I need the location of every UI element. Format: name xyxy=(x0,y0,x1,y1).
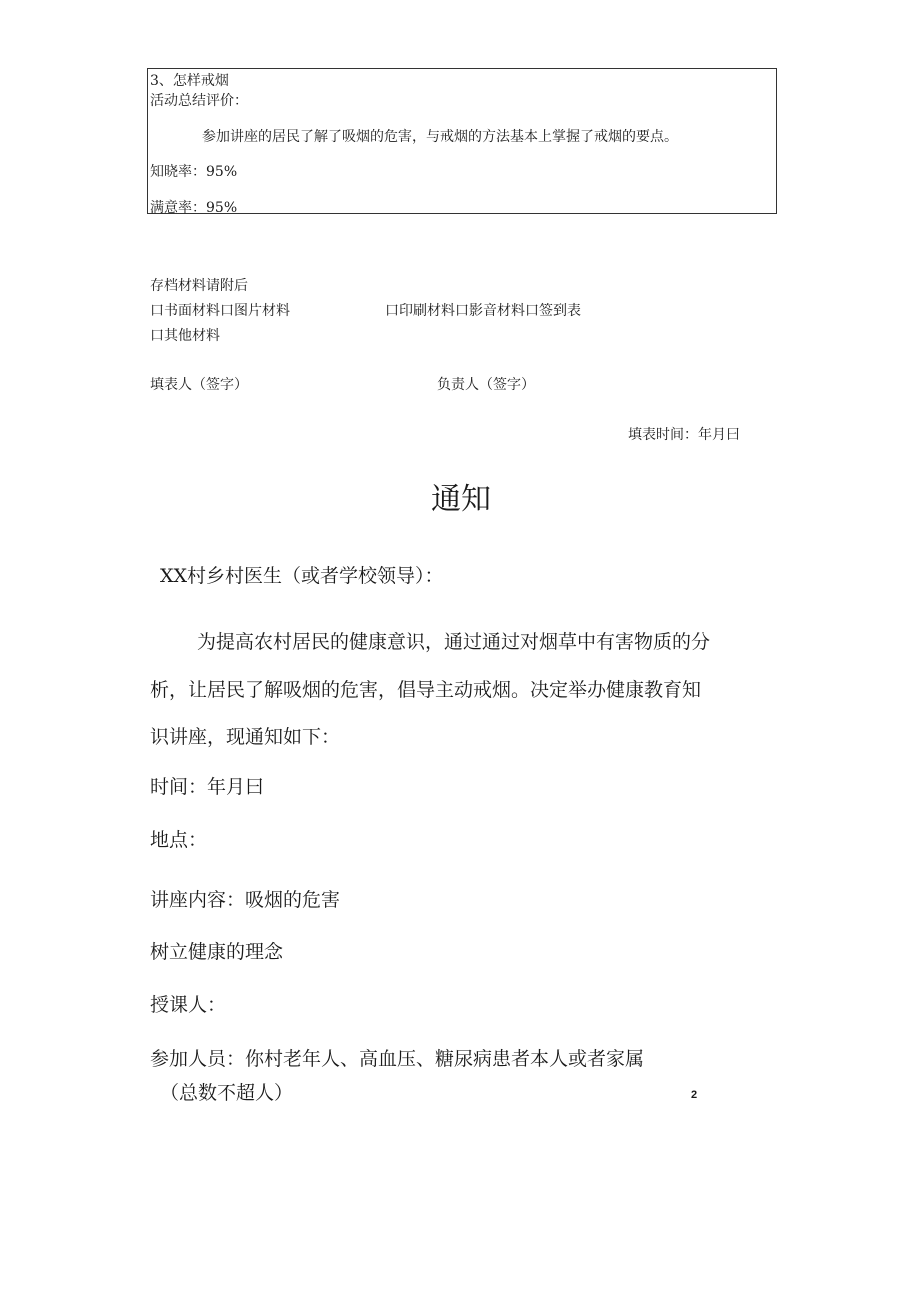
awareness-rate: 知晓率：95% xyxy=(150,164,238,180)
archive-heading: 存档材料请附后 xyxy=(150,278,248,294)
archive-options-left: 口书面材料口图片材料 xyxy=(150,303,290,319)
notice-paragraph-line-2: 析，让居民了解吸烟的危害，倡导主动戒烟。决定举办健康教育知 xyxy=(150,679,702,701)
notice-participants: 参加人员：你村老年人、高血压、糖尿病患者本人或者家属 xyxy=(150,1048,645,1070)
satisfaction-rate: 满意率：95% xyxy=(150,200,238,216)
notice-paragraph-line-1: 为提高农村居民的健康意识，通过通过对烟草中有害物质的分 xyxy=(197,631,711,653)
notice-paragraph-line-3: 识讲座，现通知如下： xyxy=(150,726,341,748)
notice-salutation: XX村乡村医生（或者学校领导）： xyxy=(160,565,444,587)
notice-content: 讲座内容：吸烟的危害 xyxy=(150,889,341,911)
notice-lecturer: 授课人： xyxy=(150,994,227,1016)
notice-content-2: 树立健康的理念 xyxy=(150,941,284,963)
filler-signature: 填表人（签字） xyxy=(150,377,248,393)
notice-time: 时间：年月曰 xyxy=(150,776,265,798)
notice-place: 地点： xyxy=(150,829,208,851)
evaluation-label: 活动总结评价： xyxy=(150,93,248,109)
page-number: 2 xyxy=(691,1089,698,1101)
archive-options-other: 口其他材料 xyxy=(150,328,220,344)
archive-options-right: 口印刷材料口影音材料口签到表 xyxy=(385,303,581,319)
fill-date: 填表时间：年月曰 xyxy=(628,427,740,443)
supervisor-signature: 负责人（签字） xyxy=(437,377,535,393)
summary-item-3: 3、怎样戒烟 xyxy=(150,73,229,89)
notice-title: 通知 xyxy=(431,482,491,517)
notice-total: （总数不超人） xyxy=(160,1082,294,1104)
evaluation-text: 参加讲座的居民了解了吸烟的危害，与戒烟的方法基本上掌握了戒烟的要点。 xyxy=(202,129,678,145)
